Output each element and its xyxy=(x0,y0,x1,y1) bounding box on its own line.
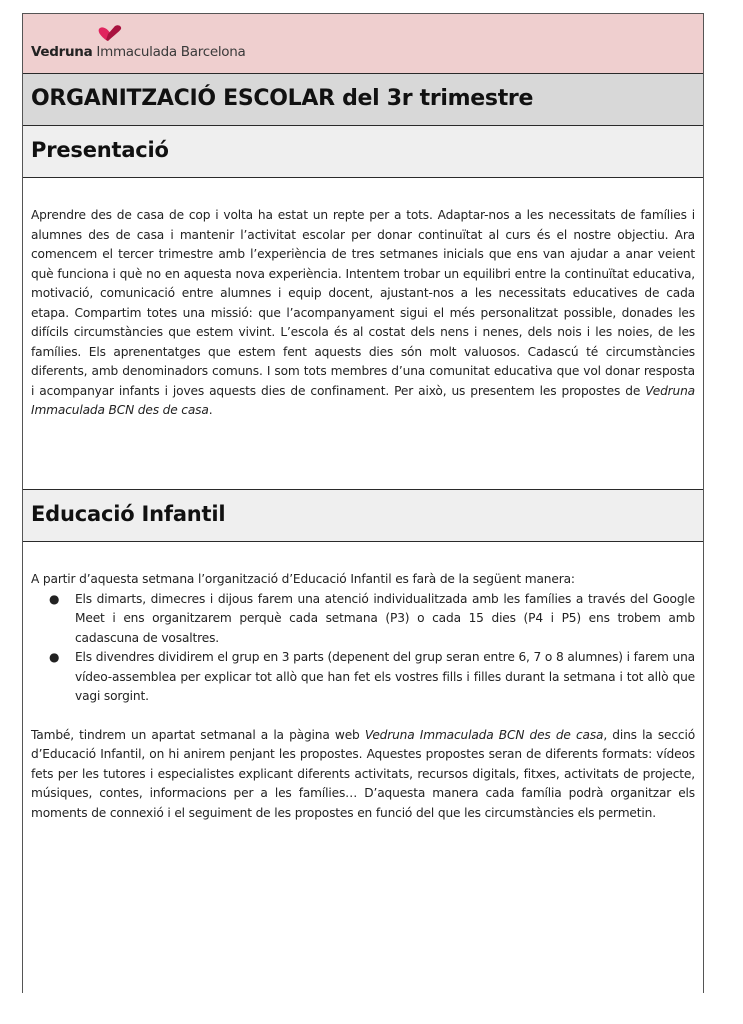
document-page xyxy=(22,13,704,993)
spacer xyxy=(31,707,695,726)
paragraph-italic: Vedruna Immaculada BCN des de casa xyxy=(31,383,695,417)
logo-text xyxy=(31,44,245,60)
closing-text-1: També, tindrem un apartat setmanal a la pàgina web xyxy=(31,727,365,742)
list-item-text: Els divendres dividirem el grup en 3 parts (depenent del grup seran entre 6, 7 o 8 alumnes) i farem una vídeo-assemblea per explicar tot allò que han fet els vostres fills i filles durant la setmana i tot allò que vagi sorgint. xyxy=(75,650,695,703)
bullet-icon: ● xyxy=(49,591,60,606)
section-heading-presentacio xyxy=(23,126,703,178)
closing-paragraph xyxy=(31,726,695,824)
list-item xyxy=(49,590,695,649)
section-heading-infantil xyxy=(23,490,703,542)
section-title: Educació Infantil xyxy=(31,502,226,526)
intro-paragraph: A partir d’aquesta setmana l’organització d’Educació Infantil es farà de la següent manera: xyxy=(31,572,575,586)
header-band xyxy=(23,14,703,74)
list-item xyxy=(49,648,695,707)
title-band xyxy=(23,74,703,126)
paragraph-text: Aprendre des de casa de cop i volta ha estat un repte per a tots. Adaptar-nos a les necessitats de famílies i alumnes des de casa i mantenir l’activitat escolar per donar continuïtat al curs és el nostre objectiu. Ara comencem el tercer trimestre amb l’experiència de tres setmanes inicials que ens van ajudar a anar veient què funciona i què no en aquesta nova experiència. Intentem trobar un equilibri entre la continuïtat educativa, motivació, comunicació entre alumnes i equip docent, ajustant-nos a les necessitats educatives de cada etapa. Compartim totes una missió: que l’acompanyament sigui el més personalitzat possible, donades les difícils circumstàncies que estem vivint. L’escola és al costat dels nens i nenes, dels nois i les noies, de les famílies. Els aprenentatges que estem fent aquests dies són molt valuosos. Cadascú té circumstàncies diferents, amb denominadors comuns. I som tots membres d’una comunitat educativa que vol donar resposta i acompanyar infants i joves aquests dies de confinament. Per això, us presentem les propostes de xyxy=(31,208,695,398)
section-body-presentacio xyxy=(23,178,703,490)
logo-brand: Vedruna xyxy=(31,44,93,60)
section-body-infantil xyxy=(23,542,703,994)
presentation-paragraph xyxy=(31,206,695,421)
list-item-text: Els dimarts, dimecres i dijous farem una atenció individualitzada amb les famílies a través del Google Meet i ens organitzarem perquè cada setmana (P3) o cada 15 dies (P4 i P5) ens trobem amb cadascuna de vosaltres. xyxy=(75,591,695,645)
section-title: Presentació xyxy=(31,138,169,162)
bullet-icon: ● xyxy=(49,650,60,664)
heart-check-icon xyxy=(97,24,123,42)
page-title: ORGANITZACIÓ ESCOLAR del 3r trimestre xyxy=(31,86,534,111)
closing-text-2: , dins la secció d’Educació Infantil, on hi anirem penjant les propostes. Aquestes propostes seran de diferents formats: vídeos fets per les tutores i especialistes explicant diferents activitats, recursos digitals, fitxes, activitats de projecte, músiques, contes, informacions per a les famílies… D’aquesta manera cada família podrà organitzar els moments de connexió i el seguiment de les propostes en funció del que les circumstàncies els permetin. xyxy=(31,727,696,820)
bullet-list xyxy=(31,590,695,707)
closing-italic-link: Vedruna Immaculada BCN des de casa xyxy=(364,727,604,742)
logo-subtitle: Immaculada Barcelona xyxy=(92,44,246,60)
paragraph-end: . xyxy=(208,403,213,417)
